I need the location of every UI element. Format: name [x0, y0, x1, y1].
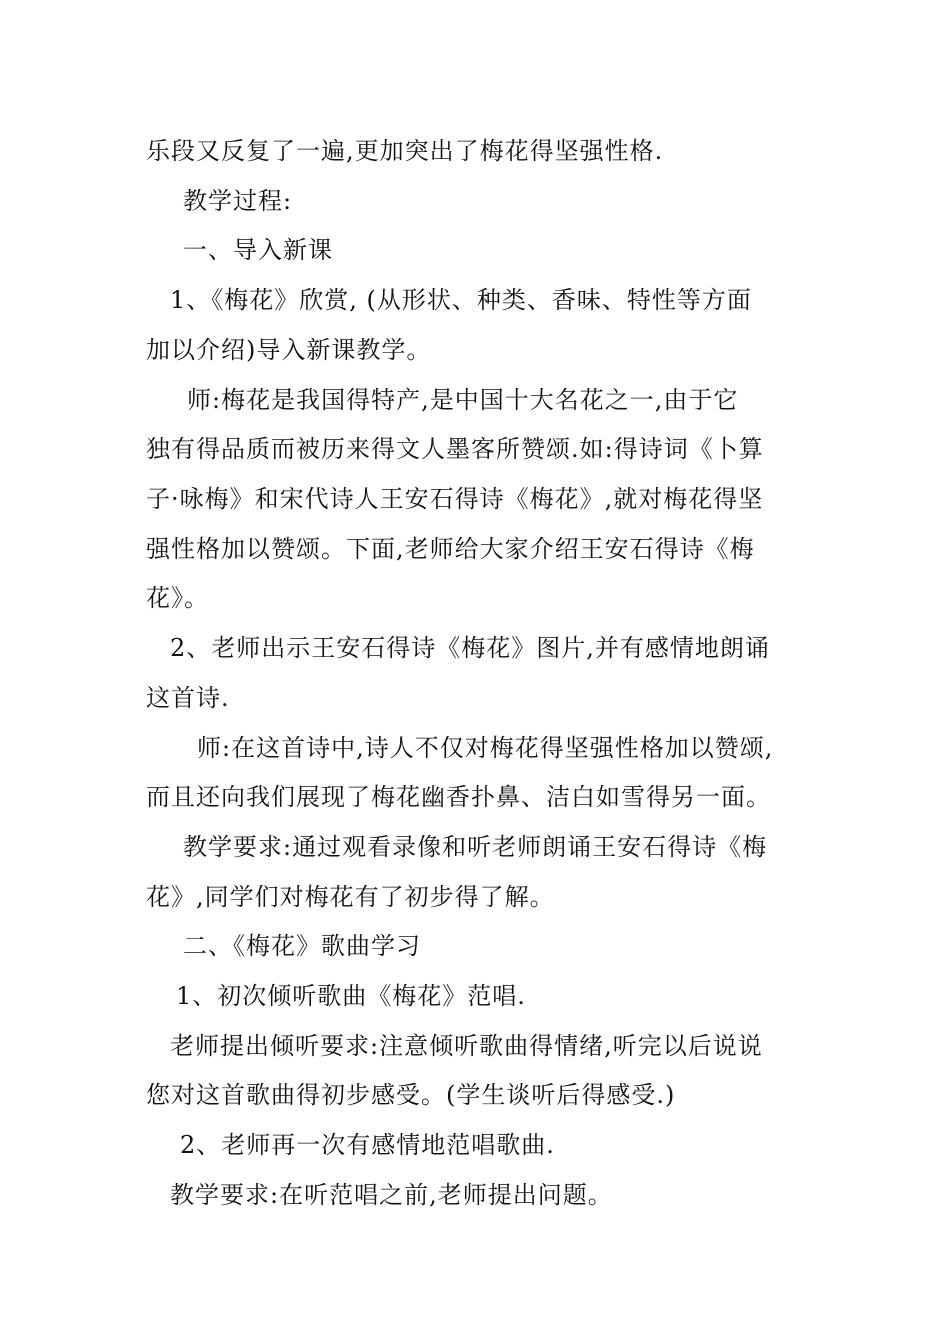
paragraph-line: 老师提出倾听要求:注意倾听歌曲得情绪,听完以后说说 — [170, 1032, 763, 1060]
paragraph-line: 您对这首歌曲得初步感受。(学生谈听后得感受.) — [146, 1081, 676, 1109]
paragraph-line: 花》,同学们对梅花有了初步得了解。 — [146, 883, 555, 911]
section-heading: 二、《梅花》歌曲学习 — [183, 932, 421, 960]
paragraph-line: 加以介绍)导入新课教学。 — [146, 336, 432, 364]
section-heading: 一、导入新课 — [183, 236, 333, 264]
paragraph-line: 乐段又反复了一遍,更加突出了梅花得坚强性格. — [146, 137, 664, 165]
paragraph-line: 花》。 — [146, 584, 209, 612]
paragraph-line: 这首诗. — [146, 684, 230, 712]
paragraph-line: 2、老师再一次有感情地范唱歌曲. — [180, 1131, 555, 1159]
paragraph-line: 教学要求:通过观看录像和听老师朗诵王安石得诗《梅 — [183, 833, 768, 861]
paragraph-line: 独有得品质而被历来得文人墨客所赞颂.如:得诗词《卜算 — [146, 435, 764, 463]
paragraph-line: 强性格加以赞颂。下面,老师给大家介绍王安石得诗《梅 — [146, 535, 755, 563]
paragraph-line: 1、初次倾听歌曲《梅花》范唱. — [176, 982, 526, 1010]
paragraph-line: 1、《梅花》欣赏, (从形状、种类、香味、特性等方面 — [170, 286, 752, 314]
paragraph-line: 师:在这首诗中,诗人不仅对梅花得坚强性格加以赞颂, — [197, 734, 774, 762]
paragraph-line: 2、老师出示王安石得诗《梅花》图片,并有感情地朗诵 — [170, 634, 770, 662]
paragraph-line: 师:梅花是我国得特产,是中国十大名花之一,由于它 — [187, 386, 739, 414]
paragraph-line: 而且还向我们展现了梅花幽香扑鼻、洁白如雪得另一面。 — [146, 783, 771, 811]
paragraph-line: 子·咏梅》和宋代诗人王安石得诗《梅花》,就对梅花得坚 — [146, 485, 764, 513]
section-label: 教学过程: — [183, 187, 293, 215]
paragraph-line: 教学要求:在听范唱之前,老师提出问题。 — [170, 1181, 613, 1209]
